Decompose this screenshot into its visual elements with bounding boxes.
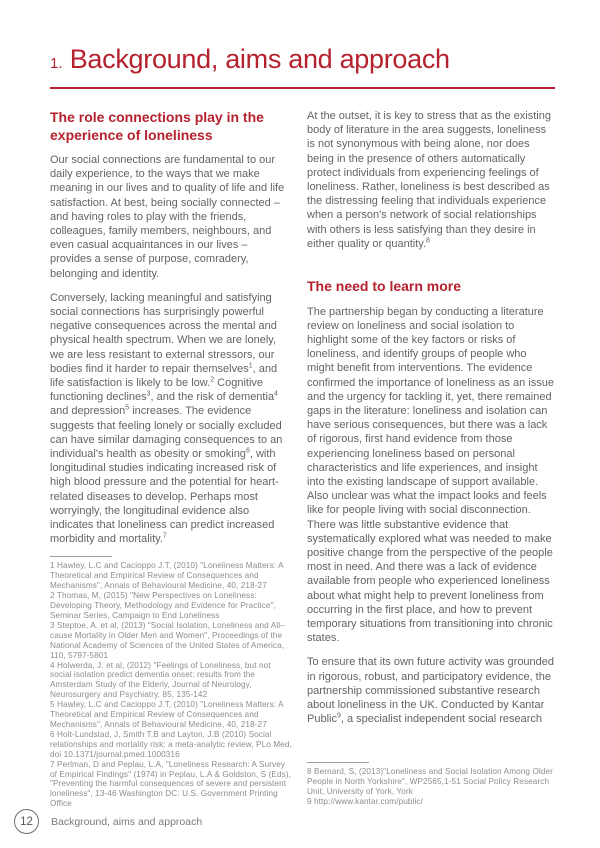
page-header (50, 44, 555, 89)
footnote: 1 Hawley, L.C and Cacioppo J.T, (2010) "Loneliness Matters: A Theoretical and Empirical Review of Consequences and Mechanisms", Annals of Behavioural Medicine, 40, 218-27 (50, 561, 284, 591)
page-content (50, 44, 555, 807)
footnote: 4 Holwerda, J. et al, (2012) "Feelings of Loneliness, but not social isolation predict dementia onset: results from the Amsterdam Study of the Elderly, Journal of Neurology, Neurosurgery and Psychiatry, 85, 135-142 (50, 660, 271, 700)
paragraph: The partnership began by conducting a literature review on loneliness and social isolation to highlight some of the key factors or risks of loneliness, and identify groups of people who might benefit from interventions. The evidence confirmed the importance of loneliness as an issue and the urgency for tackling it, yet, there remained gaps in the literature: loneliness and isolation can have serious consequences, but there was a lack of rigorous, first hand evidence from those experiencing loneliness based on personal characteristics and life experiences, and insight into the existing landscape of support available. Also unclear was what the impact looks and feels like for people living with social disconnection. There was little substantive evidence that systematically explored what was needed to make positive change from the perspective of the people most in need. And there was a lack of evidence available from people who experienced loneliness about what might help to prevent loneliness from occurring in the first place, and how to prevent temporary situations from transitioning into chronic states. (307, 305, 555, 645)
paragraph: At the outset, it is key to stress that as the existing body of literature in the area suggests, loneliness is not synonymous with being alone, nor does being in the presence of others automatically protect individuals from experiencing feelings of loneliness. Rather, loneliness is best described as the distressing feeling that individuals experience when a person's network of social relationships with others is less satisfying than they desire in either quality or quantity.$^8$ (307, 110, 551, 250)
right-column-heading: The need to learn more (307, 278, 462, 295)
footnotes-left (50, 556, 292, 809)
right-column (307, 109, 555, 807)
section-title: Background, aims and approach (69, 44, 450, 74)
page-footer (14, 809, 202, 834)
page-number: 12 (20, 815, 33, 828)
footnote: 2 Thomas, M, (2015) "New Perspectives on Loneliness: Developing Theory, Methodology and Evidence for Practice", Seminar Series, Campaign to End Loneliness (50, 591, 276, 621)
footnote-divider (307, 762, 369, 763)
footnote: 8 Bernard, S, (2013)"Loneliness and Social Isolation Among Older People in North Yorkshire", WP2565,1-51 Social Policy Research Unit, University of York, York (307, 767, 553, 797)
footnote: 5 Hawley, L.C and Cacioppo J.T, (2010) "Loneliness Matters: A Theoretical and Empirical Review of Consequences and Mechanisms", Annals of Behavioural Medicine, 40, 218-27 (50, 700, 284, 729)
footnote-divider (50, 556, 112, 557)
page-title (50, 44, 555, 79)
two-column-body (50, 109, 555, 807)
title-divider (50, 87, 555, 89)
footnote: 9 http://www.kantar.com/public/ (307, 797, 423, 807)
section-number: 1. (50, 55, 63, 72)
paragraph: To ensure that its own future activity was grounded in rigorous, robust, and participatory evidence, the partnership commissioned substantive research about loneliness in the UK. Conducted by Kantar Public$^9$, a specialist independent social research (307, 656, 555, 726)
footnote: 7 Perlman, D and Peplau, L.A, "Loneliness Research: A Survey of Empirical Findings" (1974) in Peplau, L.A & Goldston, S (Eds), "Preventing the harmful consequences of severe and persistent loneliness", 13-46 Washington DC: U.S. Government Printing Office (50, 759, 292, 809)
paragraph: Conversely, lacking meaningful and satisfying social connections has surprisingly powerful negative consequences across the mental and physical health spectrum. When we are lonely, we are less resistant to external stressors, our bodies find it harder to repair themselves$^1$, and life satisfaction is likely to be low.$^2$ Cognitive functioning declines$^3$, and the risk of dementia$^4$ and depression$^5$ increases. The evidence suggests that feeling lonely or socially excluded can have similar damaging consequences to an individual's health as obesity or smoking$^6$, with longitudinal studies indicating increased risk of high blood pressure and the potential for heart-related diseases to develop. Perhaps most worryingly, the longitudinal evidence also indicates that loneliness can predict increased morbidity and mortality.$^7$ (50, 291, 283, 546)
page-number-badge (14, 809, 39, 834)
left-column (50, 109, 292, 807)
footnote: 3 Steptoe, A. et al, (2013) "Social Isolation, Loneliness and All–cause Mortality in Older Men and Women", Proceedings of the National Academy of Sciences of the United States of America, 110, 5797-5801 (50, 620, 285, 660)
left-column-heading: The role connections play in the experience of loneliness (50, 109, 264, 143)
footer-label: Background, aims and approach (51, 815, 203, 828)
footnote: 6 Holt-Lundstad, J, Smith T.B and Layton, J.B (2010) Social relationships and mortality risk: a meta-analytic review, PLo Med, doi 10.1371/journal.pmed.1000316 (50, 729, 292, 759)
footnotes-right (307, 762, 555, 807)
paragraph: Our social connections are fundamental to our daily experience, to the ways that we make meaning in our lives and to quality of life and life satisfaction. At best, being socially connected – and having roles to play with the friends, colleagues, family members, neighbours, and even casual acquaintances in our lives – provides a sense of purpose, comradery, belonging and identity. (50, 154, 285, 280)
